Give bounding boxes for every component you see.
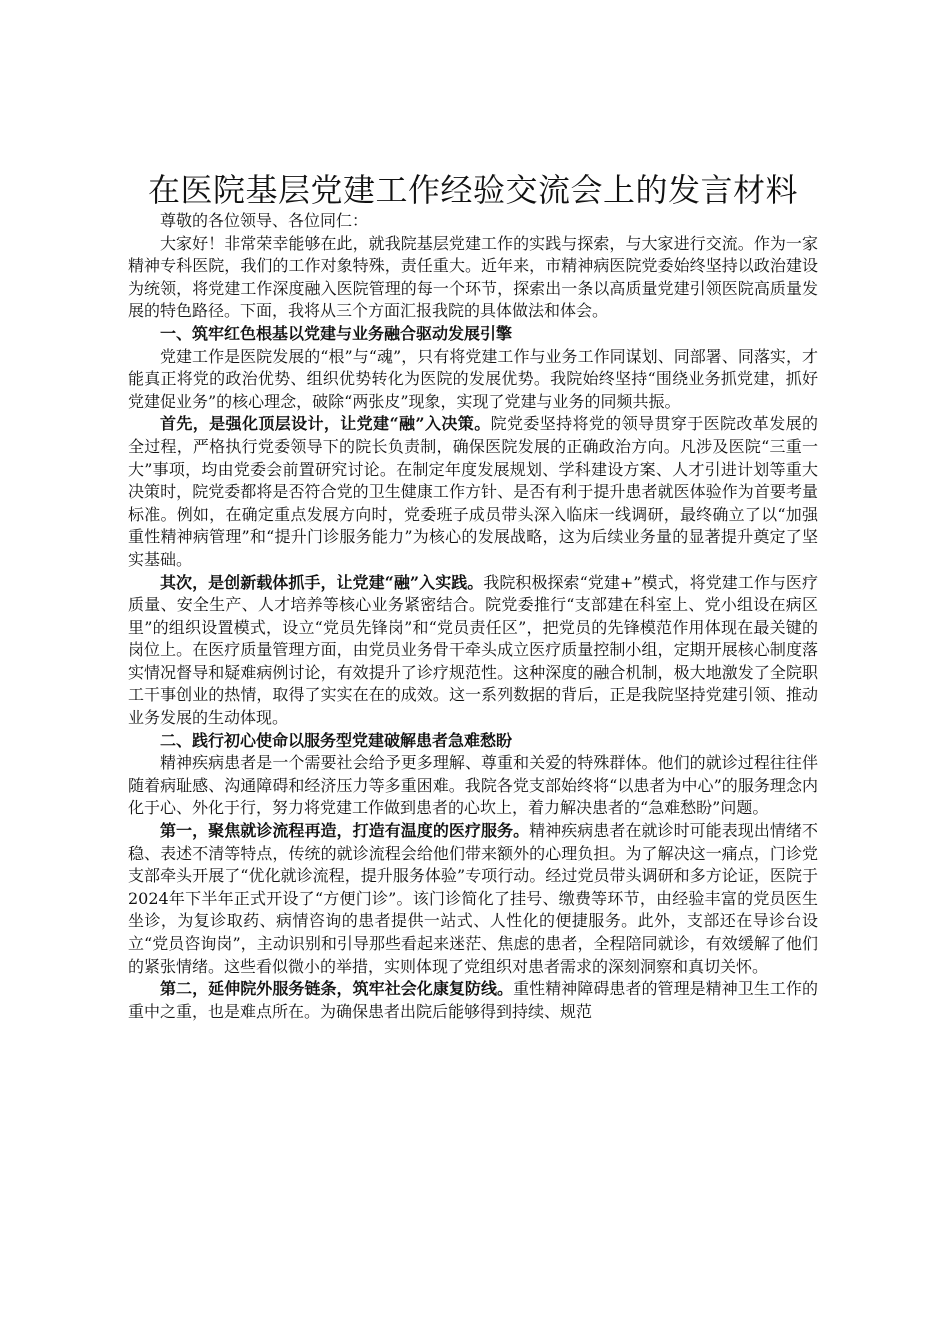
section-2-paragraph-1: 精神疾病患者是一个需要社会给予更多理解、尊重和关爱的特殊群体。他们的就诊过程往往伴随着病耻感、沟通障碍和经济压力等多重困难。我院各党支部始终将“以患者为中心”的服务理念内化于心、外化于行，努力将党建工作做到患者的心坎上，着力解决患者的“急难愁盼”问题。 [128,753,818,818]
greeting: 尊敬的各位领导、各位同仁： [160,211,369,230]
section-1-heading: 一、筑牢红色根基以党建与业务融合驱动发展引擎 [160,323,513,343]
document-title: 在医院基层党建工作经验交流会上的发言材料 [147,171,798,209]
section-1-paragraph-3-lead: 其次，是创新载体抓手，让党建“融”入实践。 [160,572,484,592]
section-2-paragraph-3-lead: 第二，延伸院外服务链条，筑牢社会化康复防线。 [160,979,514,999]
section-1-paragraph-2-body: 院党委坚持将党的领导贯穿于医院改革发展的全过程，严格执行党委领导下的院长负责制，确保医院发展的正确政治方向。凡涉及医院“三重一大”事项，均由党委会前置研究讨论。在制定年度发展规划、学科建设方案、人才引进计划等重大决策时，院党委都将是否符合党的卫生健康工作方针、是否有利于提升患者就医体验作为首要考量标准。例如，在确定重点发展方向时，党委班子成员带头深入临床一线调研，最终确立了以“加强重性精神病管理”和“提升门诊服务能力”为核心的发展战略，这为后续业务量的显著提升奠定了坚实基础。 [128,414,818,569]
section-2-paragraph-2-body: 精神疾病患者在就诊时可能表现出情绪不稳、表述不清等特点，传统的就诊流程会给他们带来额外的心理负担。为了解决这一痛点，门诊党支部牵头开展了“优化就诊流程，提升服务体验”专项行动。经过党员带头调研和多方论证，医院于2024年下半年正式开设了“方便门诊”。该门诊简化了挂号、缴费等环节，由经验丰富的党员医生坐诊，为复诊取药、病情咨询的患者提供一站式、人性化的便捷服务。此外，支部还在导诊台设立“党员咨询岗”，主动识别和引导那些看起来迷茫、焦虑的患者，全程陪同就诊，有效缓解了他们的紧张情绪。这些看似微小的举措，实则体现了党组织对患者需求的深刻洞察和真切关怀。 [128,821,818,976]
section-1-paragraph-2 [128,413,818,571]
section-1-paragraph-1: 党建工作是医院发展的“根”与“魂”，只有将党建工作与业务工作同谋划、同部署、同落实，才能真正将党的政治优势、组织优势转化为医院的发展优势。我院始终坚持“围绕业务抓党建，抓好党建促业务”的核心理念，破除“两张皮”现象，实现了党建与业务的同频共振。 [128,346,818,411]
section-1-paragraph-3-body: 我院积极探索“党建+”模式，将党建工作与医疗质量、安全生产、人才培养等核心业务紧密结合。院党委推行“支部建在科室上、党小组设在病区里”的组织设置模式，设立“党员先锋岗”和“党员责任区”，把党员的先锋模范作用体现在最关键的岗位上。在医疗质量管理方面，由党员业务骨干牵头成立医疗质量控制小组，定期开展核心制度落实情况督导和疑难病例讨论，有效提升了诊疗规范性。这种深度的融合机制，极大地激发了全院职工干事创业的热情，取得了实实在在的成效。这一系列数据的背后，正是我院坚持党建引领、推动业务发展的生动体现。 [128,572,818,728]
section-1-paragraph-2-lead: 首先，是强化顶层设计，让党建“融”入决策。 [160,414,491,434]
section-2-paragraph-3 [128,978,818,1023]
section-2-paragraph-2-lead: 第一，聚焦就诊流程再造，打造有温度的医疗服务。 [160,821,530,841]
section-2-paragraph-2 [128,820,818,978]
intro-paragraph: 大家好！非常荣幸能够在此，就我院基层党建工作的实践与探索，与大家进行交流。作为一家精神专科医院，我们的工作对象特殊，责任重大。近年来，市精神病医院党委始终坚持以政治建设为统领，将党建工作深度融入医院管理的每一个环节，探索出一条以高质量党建引领医院高质量发展的特色路径。下面，我将从三个方面汇报我院的具体做法和体会。 [128,233,818,321]
section-2-paragraph-3-body: 重性精神障碍患者的管理是精神卫生工作的重中之重，也是难点所在。为确保患者出院后能够得到持续、规范 [128,979,818,1021]
section-2-heading: 二、践行初心使命以服务型党建破解患者急难愁盼 [160,730,513,750]
section-1-paragraph-3 [128,572,818,730]
document-page [128,170,818,1023]
